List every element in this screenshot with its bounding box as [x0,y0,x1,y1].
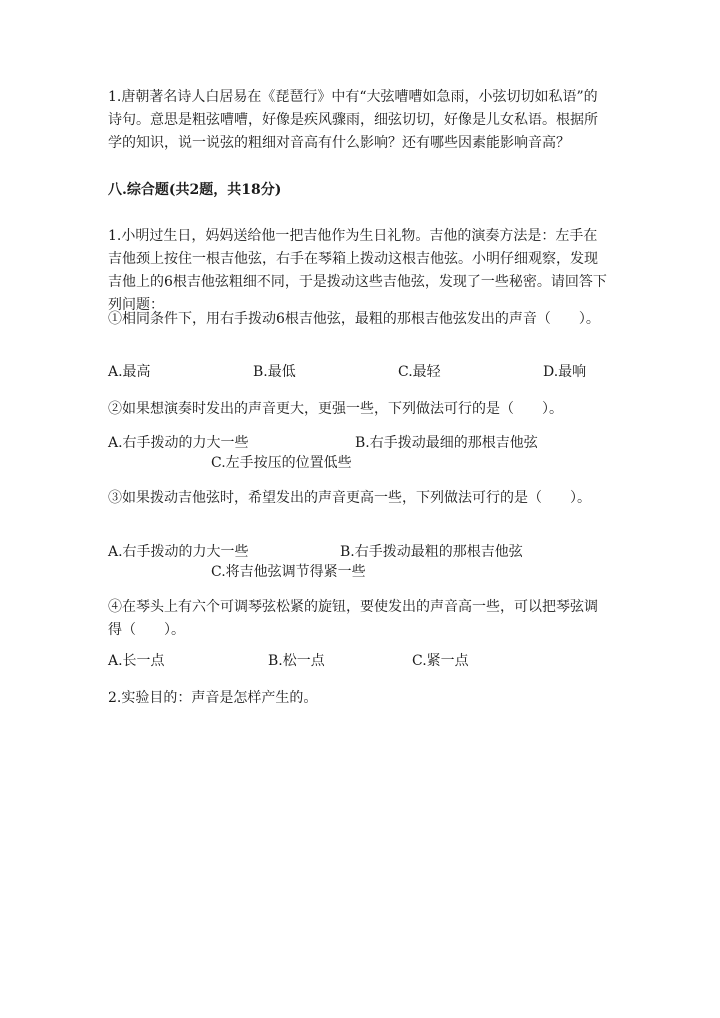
subquestion-3-stem: ③如果拨动吉他弦时，希望发出的声音更高一些，下列做法可行的是（ ）。 [108,490,591,506]
subquestion-2-option-b: B.右手拨动最细的那根吉他弦 [355,435,538,451]
subquestion-3-option-b: B.右手拨动最粗的那根吉他弦 [340,544,523,560]
subquestion-4-option-c: C.紧一点 [412,653,469,669]
subquestion-3-option-c: C.将吉他弦调节得紧一些 [211,564,366,580]
subquestion-2-stem: ②如果想演奏时发出的声音更大，更强一些，下列做法可行的是（ ）。 [108,401,563,417]
question-strings-pitch: 1.唐朝著名诗人白居易在《琵琶行》中有“大弦嘈嘈如急雨，小弦切切如私语”的诗句。意思是粗弦嘈嘈，好像是疾风骤雨，细弦切切，好像是儿女私语。根据所学的知识，说一说弦的粗细对音高有什么影响？还有哪些因素能影响音高？ [108,89,598,151]
subquestion-4-option-b: B.松一点 [268,653,325,669]
subquestion-3-option-a: A.右手拨动的力大一些 [108,544,249,560]
subquestion-1-option-a: A.最高 [108,364,151,380]
subquestion-1-option-b: B.最低 [253,364,296,380]
subquestion-2-option-c: C.左手按压的位置低些 [211,455,352,471]
question-guitar-intro: 1.小明过生日，妈妈送给他一把吉他作为生日礼物。吉他的演奏方法是：左手在吉他颈上按住一根吉他弦，右手在琴箱上拨动这根吉他弦。小明仔细观察，发现吉他上的6根吉他弦粗细不同，于是拨动这些吉他弦，发现了一些秘密。请回答下列问题： [108,228,607,313]
section-heading: 八.综合题(共2题，共18分) [108,182,282,198]
subquestion-1-option-c: C.最轻 [398,364,441,380]
subquestion-1-stem: ①相同条件下，用右手拨动6根吉他弦，最粗的那根吉他弦发出的声音（ ）。 [108,311,600,327]
question-experiment: 2.实验目的：声音是怎样产生的。 [108,690,318,706]
subquestion-4-option-a: A.长一点 [108,653,165,669]
subquestion-1-option-d: D.最响 [543,364,587,380]
subquestion-2-option-a: A.右手拨动的力大一些 [108,435,249,451]
subquestion-4-stem: ④在琴头上有六个可调琴弦松紧的旋钮，要使发出的声音高一些，可以把琴弦调得（ ）。 [108,599,598,638]
